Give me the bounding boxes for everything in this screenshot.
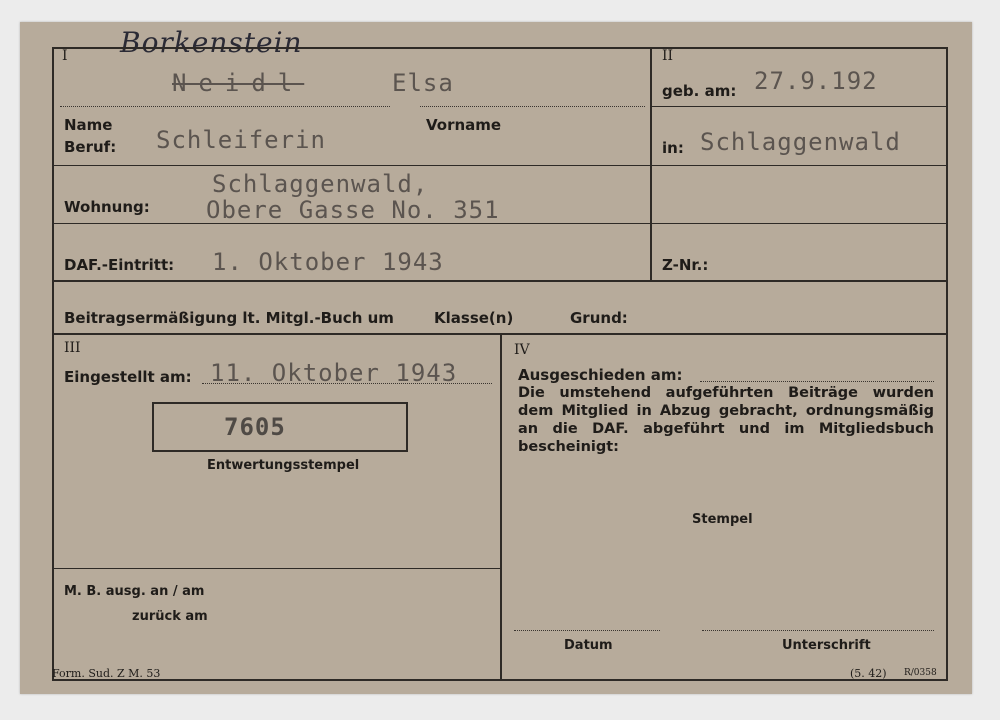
entwertungsstempel-box bbox=[152, 402, 408, 452]
handwritten-surname: Borkenstein bbox=[120, 26, 303, 59]
unterschrift-dotted-line bbox=[702, 630, 934, 631]
name-dotted-line bbox=[60, 106, 390, 107]
z-nr-label: Z-Nr.: bbox=[662, 256, 709, 274]
mb-ausg-label: M. B. ausg. an / am bbox=[64, 584, 205, 599]
wohnung-value-line2: Obere Gasse No. 351 bbox=[206, 196, 500, 224]
wohnung-line bbox=[54, 223, 948, 224]
geb-datum-value: 27.9.192 bbox=[754, 67, 878, 95]
struck-surname: Neidl bbox=[172, 69, 305, 97]
membership-card bbox=[20, 22, 972, 694]
vorname-label: Vorname bbox=[426, 116, 502, 134]
beitrag-line bbox=[54, 333, 948, 335]
entwertungsstempel-label: Entwertungsstempel bbox=[207, 458, 360, 473]
vorname-value: Elsa bbox=[392, 69, 454, 97]
print-serial: R/0358 bbox=[904, 668, 937, 678]
wohnung-value-line1: Schlaggenwald, bbox=[212, 170, 429, 198]
wohnung-label: Wohnung: bbox=[64, 198, 150, 216]
beitragsermaessigung-label: Beitragsermäßigung lt. Mitgl.-Buch um bbox=[64, 309, 394, 327]
beruf-value: Schleiferin bbox=[156, 126, 326, 154]
daf-eintritt-label: DAF.-Eintritt: bbox=[64, 256, 175, 274]
in-label: in: bbox=[662, 139, 684, 157]
daf-line bbox=[54, 280, 948, 282]
grund-label: Grund: bbox=[570, 309, 628, 327]
ausgeschieden-label: Ausgeschieden am: bbox=[518, 366, 683, 384]
eingestellt-value: 11. Oktober 1943 bbox=[210, 359, 458, 387]
section-ii-number: II bbox=[662, 48, 674, 64]
geb-line bbox=[652, 106, 946, 107]
unterschrift-label: Unterschrift bbox=[782, 638, 871, 653]
stempel-nummer: 7605 bbox=[224, 413, 286, 441]
form-number: Form. Sud. Z M. 53 bbox=[52, 667, 161, 680]
daf-eintritt-value: 1. Oktober 1943 bbox=[212, 248, 444, 276]
geb-am-label: geb. am: bbox=[662, 82, 737, 100]
section-i-number: I bbox=[62, 48, 68, 64]
stempel-label: Stempel bbox=[692, 512, 753, 527]
beruf-line bbox=[54, 165, 948, 166]
geburtsort-value: Schlaggenwald bbox=[700, 128, 901, 156]
eingestellt-label: Eingestellt am: bbox=[64, 368, 192, 386]
bescheinigung-text: Die umstehend aufgeführten Beiträge wurden dem Mitglied in Abzug gebracht, ordnungsmäßig an die DAF. abgeführt und im Mitgliedsbuch bescheinigt: bbox=[518, 385, 934, 455]
datum-dotted-line bbox=[514, 630, 660, 631]
ausgeschieden-dotted-line bbox=[700, 381, 934, 382]
vorname-dotted-line bbox=[420, 106, 645, 107]
name-label: Name bbox=[64, 116, 113, 134]
print-code: (5. 42) bbox=[850, 667, 887, 680]
klassen-label: Klasse(n) bbox=[434, 309, 514, 327]
section-iii-number: III bbox=[64, 340, 81, 356]
zurueck-label: zurück am bbox=[132, 609, 208, 624]
divider-section-ii bbox=[650, 47, 652, 281]
divider-section-iv bbox=[500, 335, 502, 681]
section-iv-number: IV bbox=[514, 342, 530, 358]
beruf-label: Beruf: bbox=[64, 138, 117, 156]
datum-label: Datum bbox=[564, 638, 613, 653]
mb-line bbox=[54, 568, 500, 569]
